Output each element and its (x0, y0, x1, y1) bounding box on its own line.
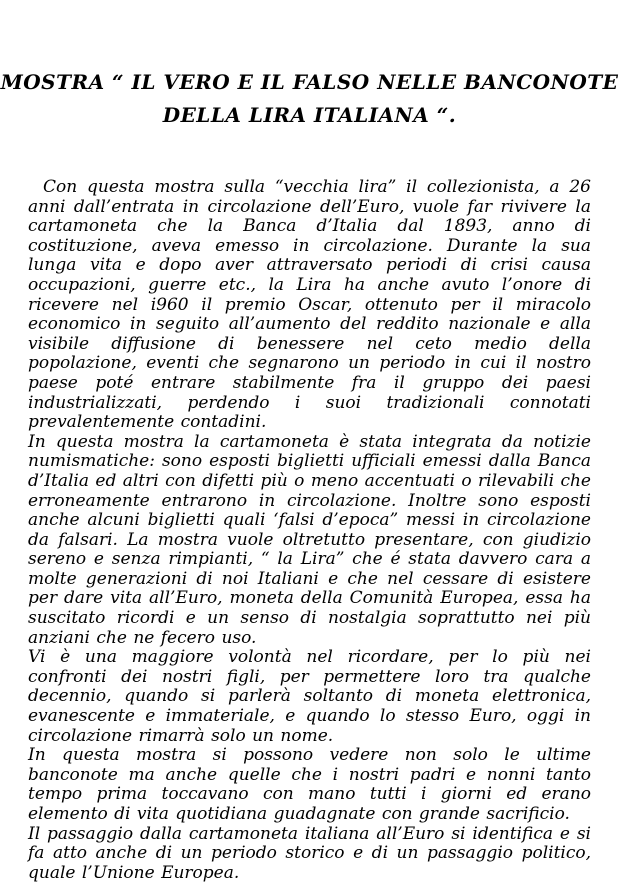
body-paragraph-2: In questa mostra la cartamoneta è stata integrata da notizie numismatiche: sono esposti biglietti ufficiali emessi dalla Banca d’Italia ed altri con difetti più o meno accentuati o rilevabili che erroneamente entrarono in circolazione. Inoltre sono esposti anche alcuni biglietti quali ‘falsi d’epoca” messi in circolazione da falsari. La mostra vuole oltretutto presentare, con giudizio sereno e senza rimpianti, “ la Lira” che é stata davvero cara a molte generazioni di noi Italiani e che nel cessare di esistere per dare vita all’Euro, moneta della Comunità Europea, essa ha suscitato ricordi e un senso di nostalgia soprattutto nei più anziani che ne fecero uso. (28, 431, 591, 648)
title-line-2: DELLA LIRA ITALIANA “. (162, 103, 457, 127)
body-paragraph-1: Con questa mostra sulla “vecchia lira” il collezionista, a 26 anni dall’entrata in circolazione dell’Euro, vuole far rivivere la cartamoneta che la Banca d’Italia dal 1893, anno di costituzione, aveva emesso in circolazione. Durante la sua lunga vita e dopo aver attraversato periodi di crisi causa occupazioni, guerre etc., la Lira ha anche avuto l’onore di ricevere nel i960 il premio Oscar, ottenuto per il miracolo economico in seguito all’aumento del reddito nazionale e alla visibile diffusione di benessere nel ceto medio della popolazione, eventi che segnarono un periodo in cui il nostro paese poté entrare stabilmente fra il gruppo dei paesi industrializzati, perdendo i suoi tradizionali connotati prevalentemente contadini. (28, 177, 591, 433)
document-body (28, 178, 591, 883)
title-line-1: MOSTRA “ IL VERO E IL FALSO NELLE BANCONOTE (0, 70, 619, 94)
document-title (0, 0, 619, 132)
body-paragraph-4: In questa mostra si possono vedere non solo le ultime banconote ma anche quelle che i nostri padri e nonni tanto tempo prima toccavano con mano tutti i giorni ed erano elemento di vita quotidiana guadagnate con grande sacrificio. (28, 745, 591, 824)
body-paragraph-5: Il passaggio dalla cartamoneta italiana all’Euro si identifica e si fa atto anche di un periodo storico e di un passaggio politico, quale l’Unione Europea. (28, 823, 591, 883)
body-paragraph-3: Vi è una maggiore volontà nel ricordare, per lo più nei confronti dei nostri figli, per permettere loro tra qualche decennio, quando si parlerà soltanto di moneta elettronica, evanescente e immateriale, e quando lo stesso Euro, oggi in circolazione rimarrà solo un nome. (28, 647, 591, 746)
